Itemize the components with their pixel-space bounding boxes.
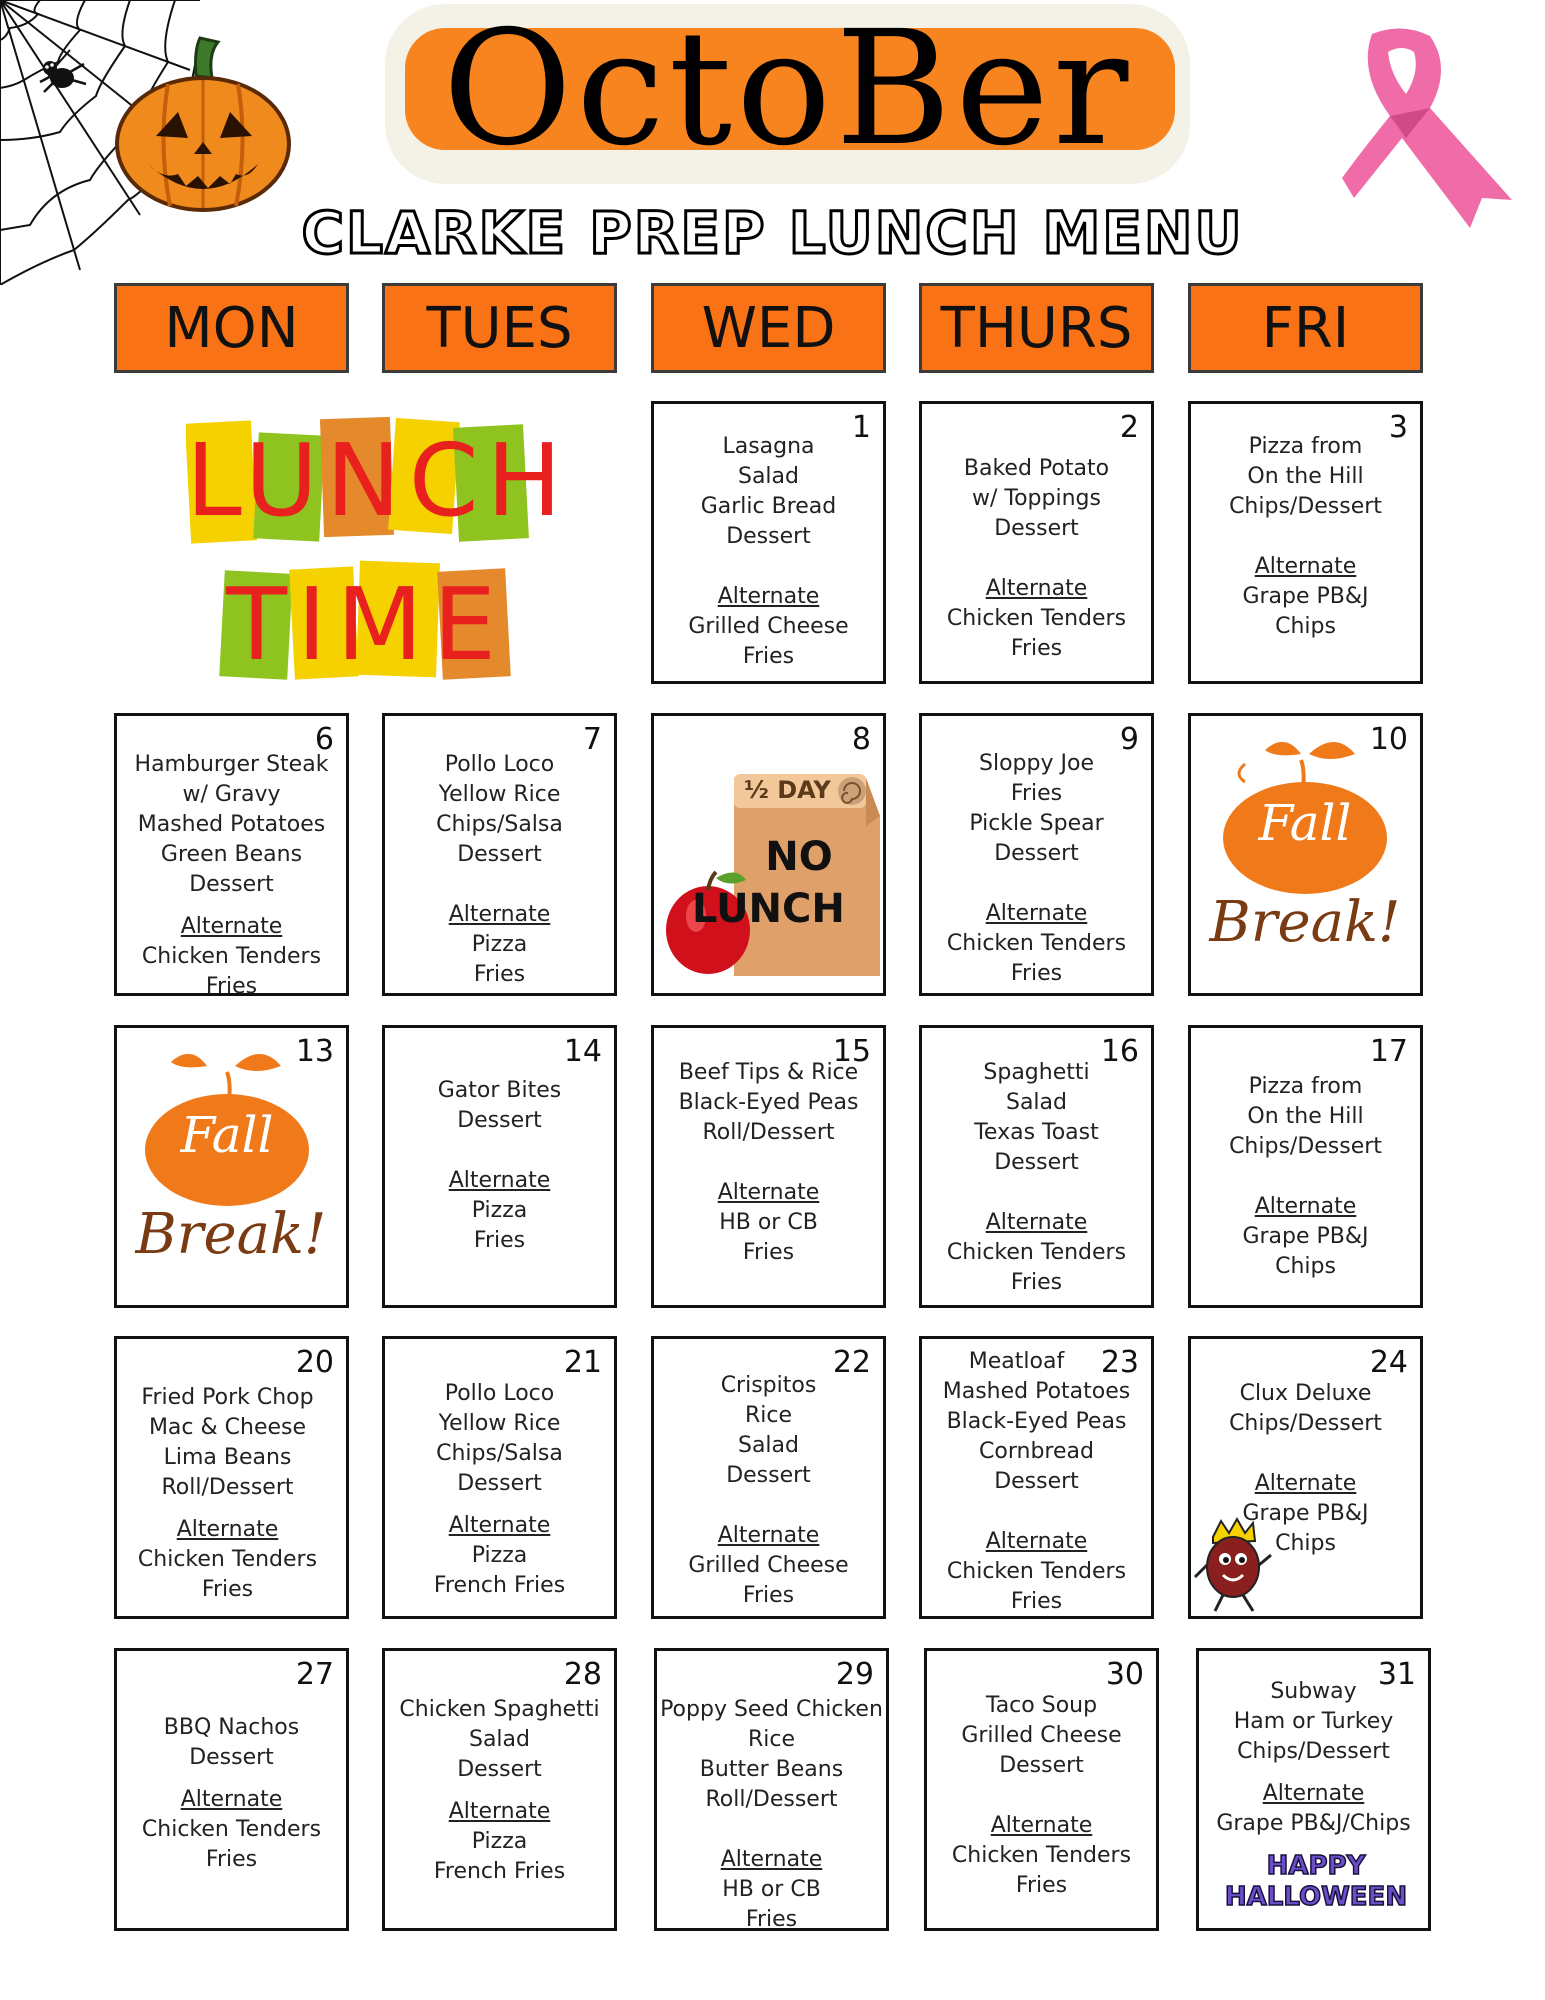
date-number: 29 <box>835 1657 874 1692</box>
day-cell-24 <box>1188 1336 1423 1619</box>
menu-item: Roll/Dessert <box>705 1787 838 1812</box>
day-cell-15 <box>651 1025 886 1308</box>
menu-item: Grilled Cheese <box>961 1723 1122 1748</box>
menu-item: Pickle Spear <box>969 811 1104 836</box>
half-day-label: ½ DAY <box>744 776 831 804</box>
date-number: 14 <box>563 1034 602 1069</box>
day-header-wed: WED <box>651 283 886 373</box>
alternate-item: Fries <box>742 1583 795 1608</box>
date-number: 6 <box>314 722 334 757</box>
menu-item: Chicken Spaghetti <box>399 1697 600 1722</box>
menu-item: Pollo Loco <box>444 1381 555 1406</box>
alternate-item: Chicken Tenders <box>141 1817 322 1842</box>
break-word: Break! <box>1209 890 1401 955</box>
alternate-label: Alternate <box>1262 1781 1365 1806</box>
alternate-item: Fries <box>473 1228 526 1253</box>
menu-item: Sloppy Joe <box>979 751 1094 776</box>
menu-item: Black-Eyed Peas <box>678 1090 859 1115</box>
lunch-time-line2: TIME <box>225 566 507 683</box>
alternate-label: Alternate <box>985 576 1088 601</box>
menu-item: Mashed Potatoes <box>942 1379 1131 1404</box>
menu-item: On the Hill <box>1247 1104 1364 1129</box>
day-header-tues: TUES <box>382 283 617 373</box>
alternate-item: French Fries <box>433 1859 566 1884</box>
menu-item: w/ Gravy <box>182 782 281 807</box>
menu-item: Salad <box>468 1727 530 1752</box>
lunch-time-line1: LUNCH <box>186 422 570 539</box>
menu-item: Dessert <box>726 524 811 549</box>
menu-item: Dessert <box>457 1471 542 1496</box>
lunch-time-graphic <box>186 412 586 692</box>
alternate-item: Chicken Tenders <box>946 1240 1127 1265</box>
page-subtitle: CLARKE PREP LUNCH MENU <box>301 199 1244 267</box>
alternate-item: Grilled Cheese <box>688 614 849 639</box>
date-number: 22 <box>832 1345 871 1380</box>
day-cell-13 <box>114 1025 349 1308</box>
alternate-item: Grape PB&J <box>1242 584 1369 609</box>
day-cell-31 <box>1196 1648 1431 1931</box>
alternate-item: Fries <box>1015 1873 1068 1898</box>
date-number: 20 <box>295 1345 334 1380</box>
alternate-item: French Fries <box>433 1573 566 1598</box>
date-number: 28 <box>563 1657 602 1692</box>
menu-item: Chips/Salsa <box>436 1441 563 1466</box>
alternate-label: Alternate <box>720 1847 823 1872</box>
day-cell-2 <box>919 401 1154 684</box>
day-cell-6 <box>114 713 349 999</box>
date-number: 10 <box>1369 722 1408 757</box>
menu-item: Pollo Loco <box>444 752 555 777</box>
menu-item: Texas Toast <box>974 1120 1099 1145</box>
alternate-item: Grape PB&J <box>1242 1224 1369 1249</box>
menu-item: Yellow Rice <box>438 782 561 807</box>
menu-item: Fried Pork Chop <box>141 1385 314 1410</box>
alternate-item: HB or CB <box>719 1210 818 1235</box>
break-word: Break! <box>135 1202 327 1267</box>
date-number: 23 <box>1100 1345 1139 1380</box>
day-cell-27 <box>114 1648 349 1931</box>
day-cell-1 <box>651 401 886 684</box>
menu-item: Dessert <box>189 872 274 897</box>
halloween-word: HALLOWEEN <box>1224 1882 1408 1912</box>
menu-item: Ham or Turkey <box>1233 1709 1394 1734</box>
menu-item: Dessert <box>994 1150 1079 1175</box>
day-cell-14 <box>382 1025 617 1308</box>
menu-item: Baked Potato <box>963 456 1110 481</box>
menu-item: Dessert <box>999 1753 1084 1778</box>
menu-item: Beef Tips & Rice <box>678 1060 859 1085</box>
date-number: 8 <box>851 722 871 757</box>
menu-item: Hamburger Steak <box>134 752 329 777</box>
menu-item: Chips/Dessert <box>1229 1411 1382 1436</box>
date-number: 13 <box>295 1034 334 1069</box>
alternate-item: Fries <box>205 974 258 999</box>
half-day-no-lunch-graphic <box>662 766 887 986</box>
day-cell-17 <box>1188 1025 1423 1308</box>
alternate-item: Grape PB&J <box>1242 1501 1369 1526</box>
date-number: 1 <box>851 410 871 445</box>
menu-item: Dessert <box>994 1469 1079 1494</box>
menu-item: Garlic Bread <box>700 494 837 519</box>
day-cell-20 <box>114 1336 349 1619</box>
alternate-label: Alternate <box>985 901 1088 926</box>
menu-item: Lima Beans <box>163 1445 292 1470</box>
date-number: 15 <box>832 1034 871 1069</box>
date-number: 16 <box>1100 1034 1139 1069</box>
day-cell-21 <box>382 1336 617 1619</box>
day-cell-16 <box>919 1025 1154 1308</box>
menu-item: Spaghetti <box>983 1060 1090 1085</box>
alternate-item: Fries <box>1010 961 1063 986</box>
fall-break-graphic <box>1205 730 1405 986</box>
happy-word: HAPPY <box>1266 1851 1366 1881</box>
fall-word: Fall <box>180 1106 274 1164</box>
menu-item: Chips/Salsa <box>436 812 563 837</box>
menu-item: Pizza from <box>1248 434 1363 459</box>
alternate-item: Pizza <box>471 1829 528 1854</box>
menu-item: Pizza from <box>1248 1074 1363 1099</box>
alternate-item: HB or CB <box>722 1877 821 1902</box>
menu-item: Subway <box>1270 1679 1357 1704</box>
alternate-item: Chicken Tenders <box>946 606 1127 631</box>
menu-item: Rice <box>744 1403 793 1428</box>
day-cell-9 <box>919 713 1154 996</box>
day-cell-7 <box>382 713 617 996</box>
alternate-label: Alternate <box>448 1513 551 1538</box>
alternate-label: Alternate <box>990 1813 1093 1838</box>
menu-item: Taco Soup <box>985 1693 1098 1718</box>
menu-item: Butter Beans <box>699 1757 844 1782</box>
menu-item: Mac & Cheese <box>148 1415 307 1440</box>
alternate-label: Alternate <box>717 1180 820 1205</box>
menu-item: Rice <box>747 1727 796 1752</box>
alternate-item: Fries <box>1010 636 1063 661</box>
menu-item: Dessert <box>457 1757 542 1782</box>
menu-item: Dessert <box>457 842 542 867</box>
date-number: 7 <box>582 722 602 757</box>
alternate-item: Fries <box>742 644 795 669</box>
jack-o-lantern-icon <box>108 24 298 214</box>
menu-item: w/ Toppings <box>972 486 1101 511</box>
date-number: 2 <box>1119 410 1139 445</box>
menu-item: BBQ Nachos <box>163 1715 300 1740</box>
alternate-item: Fries <box>745 1907 798 1932</box>
alternate-item: Fries <box>205 1847 258 1872</box>
date-number: 17 <box>1369 1034 1408 1069</box>
date-number: 3 <box>1388 410 1408 445</box>
alternate-label: Alternate <box>180 914 283 939</box>
menu-item: Roll/Dessert <box>161 1475 294 1500</box>
alternate-label: Alternate <box>717 584 820 609</box>
alternate-label: Alternate <box>176 1517 279 1542</box>
day-cell-28 <box>382 1648 617 1931</box>
day-cell-30 <box>924 1648 1159 1931</box>
alternate-item: Fries <box>742 1240 795 1265</box>
menu-item: Dessert <box>189 1745 274 1770</box>
menu-item: Salad <box>1005 1090 1067 1115</box>
day-header-mon: MON <box>114 283 349 373</box>
pink-ribbon-icon <box>1302 28 1512 228</box>
alternate-item: Pizza <box>471 1198 528 1223</box>
alternate-label: Alternate <box>448 1799 551 1824</box>
day-cell-29 <box>654 1648 889 1931</box>
day-header-thurs: THURS <box>919 283 1154 373</box>
alternate-item: Fries <box>1010 1270 1063 1295</box>
menu-item: Salad <box>737 1433 799 1458</box>
alternate-label: Alternate <box>717 1523 820 1548</box>
menu-item: Crispitos <box>720 1373 817 1398</box>
day-header-fri: FRI <box>1188 283 1423 373</box>
day-cell-22 <box>651 1336 886 1619</box>
alternate-label: Alternate <box>448 902 551 927</box>
date-number: 24 <box>1369 1345 1408 1380</box>
menu-item: Black-Eyed Peas <box>946 1409 1127 1434</box>
menu-item: Poppy Seed Chicken <box>660 1697 883 1722</box>
date-number: 30 <box>1105 1657 1144 1692</box>
happy-halloween-badge <box>1221 1851 1411 1927</box>
alternate-item: Chips <box>1275 1254 1336 1279</box>
alternate-item: Fries <box>473 962 526 987</box>
alternate-label: Alternate <box>985 1529 1088 1554</box>
date-number: 9 <box>1119 722 1139 757</box>
alternate-item: Pizza <box>471 1543 528 1568</box>
menu-item: Meatloaf <box>968 1349 1065 1374</box>
menu-item: Green Beans <box>160 842 303 867</box>
menu-item: Chips/Dessert <box>1229 1134 1382 1159</box>
fall-word: Fall <box>1258 794 1352 852</box>
menu-item: On the Hill <box>1247 464 1364 489</box>
menu-item: Dessert <box>994 841 1079 866</box>
alternate-item: Chips <box>1275 614 1336 639</box>
alternate-item: Chicken Tenders <box>946 931 1127 956</box>
menu-item: Dessert <box>994 516 1079 541</box>
alternate-item: Grape PB&J/Chips <box>1216 1811 1411 1836</box>
day-cell-10 <box>1188 713 1423 996</box>
menu-item: Chips/Dessert <box>1229 494 1382 519</box>
alternate-item: Grilled Cheese <box>688 1553 849 1578</box>
day-cell-23 <box>919 1336 1154 1619</box>
menu-item: Salad <box>737 464 799 489</box>
no-label: NO <box>765 834 833 880</box>
fall-break-graphic <box>131 1042 331 1298</box>
menu-item: Clux Deluxe <box>1239 1381 1372 1406</box>
menu-item: Cornbread <box>979 1439 1094 1464</box>
alternate-item: Pizza <box>471 932 528 957</box>
lunch-label: LUNCH <box>692 886 845 932</box>
alternate-label: Alternate <box>180 1787 283 1812</box>
menu-item: Chips/Dessert <box>1237 1739 1390 1764</box>
date-number: 31 <box>1377 1657 1416 1692</box>
page-title: OctoBer <box>442 0 1133 181</box>
football-mascot-icon <box>1193 1515 1273 1615</box>
alternate-item: Chicken Tenders <box>137 1547 318 1572</box>
alternate-item: Fries <box>201 1577 254 1602</box>
alternate-item: Fries <box>1010 1589 1063 1614</box>
menu-item: Fries <box>1010 781 1063 806</box>
menu-item: Dessert <box>726 1463 811 1488</box>
alternate-item: Chips <box>1275 1531 1336 1556</box>
menu-item: Dessert <box>457 1108 542 1133</box>
date-number: 27 <box>295 1657 334 1692</box>
alternate-item: Chicken Tenders <box>946 1559 1127 1584</box>
alternate-label: Alternate <box>1254 1194 1357 1219</box>
menu-item: Gator Bites <box>437 1078 562 1103</box>
menu-item: Mashed Potatoes <box>137 812 326 837</box>
alternate-label: Alternate <box>1254 554 1357 579</box>
alternate-item: Chicken Tenders <box>951 1843 1132 1868</box>
date-number: 21 <box>563 1345 602 1380</box>
menu-item: Roll/Dessert <box>702 1120 835 1145</box>
alternate-label: Alternate <box>985 1210 1088 1235</box>
day-cell-3 <box>1188 401 1423 684</box>
alternate-label: Alternate <box>448 1168 551 1193</box>
menu-item: Lasagna <box>722 434 815 459</box>
alternate-label: Alternate <box>1254 1471 1357 1496</box>
alternate-item: Chicken Tenders <box>141 944 322 969</box>
menu-item: Yellow Rice <box>438 1411 561 1436</box>
day-cell-8 <box>651 713 886 996</box>
